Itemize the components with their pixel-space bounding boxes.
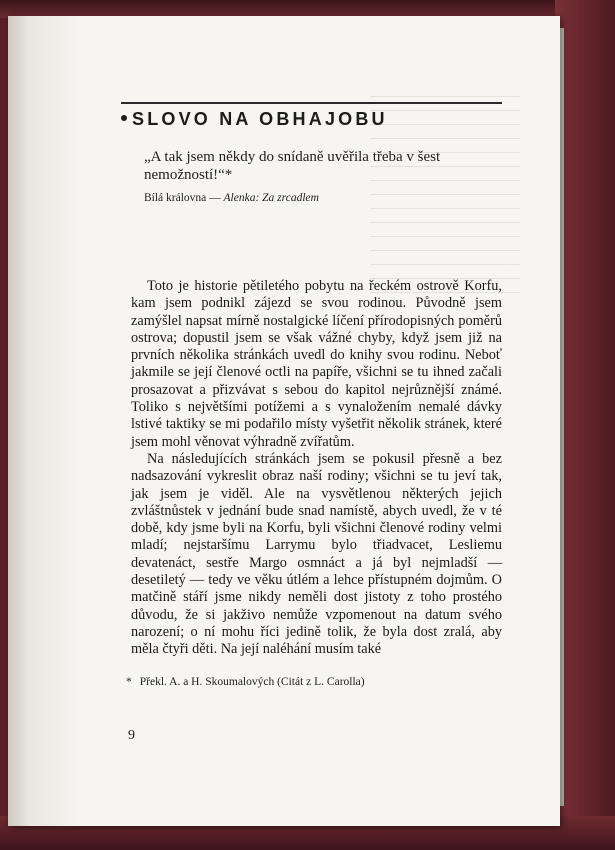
chapter-title-text: SLOVO NA OBHAJOBU bbox=[132, 109, 388, 129]
footnote-text: Překl. A. a H. Skoumalových (Citát z L. Carolla) bbox=[139, 676, 365, 688]
chapter-rule bbox=[121, 102, 502, 104]
bullet-icon bbox=[121, 115, 127, 121]
page-gutter-shadow bbox=[8, 16, 78, 826]
page-number: 9 bbox=[128, 728, 135, 743]
paragraph: Toto je historie pětiletého pobytu na řeckém ostrově Korfu, kam jsem podnikl zájezd se svou rodinou. Původně jsem zamýšlel napsat mírně nostalgické líčení přírodopisných poměrů ostrova; dopustil jsem se však vážné chyby, když jsem již na prvních několika stránkách uvedl do knihy svou rodinu. Neboť jakmile se její členové octli na papíře, všichni se tu ihned začali prosazovat a přizvávat s sebou do kapitol nejrůznější známé. Toliko s největšími potížemi a s vynaložením nemalé dávky lstivé taktiky se mi podařilo místy vyšetřit několik stránek, které jsem mohl věnovat výhradně zvířatům. bbox=[131, 278, 502, 450]
chapter-title bbox=[121, 109, 388, 130]
background-right bbox=[555, 0, 615, 850]
body-text bbox=[131, 278, 502, 659]
epigraph-work: Alenka: Za zrcadlem bbox=[223, 192, 319, 204]
footnote-mark: * bbox=[126, 676, 132, 688]
footnote bbox=[126, 676, 506, 688]
epigraph-dash: — bbox=[206, 192, 224, 204]
book-page bbox=[8, 16, 560, 826]
epigraph-source bbox=[144, 192, 464, 204]
epigraph-author: Bílá královna bbox=[144, 192, 207, 204]
epigraph-quote: „A tak jsem někdy do snídaně uvěřila třeba v šest nemožností!“* bbox=[144, 149, 441, 183]
paragraph: Na následujících stránkách jsem se pokusil přesně a bez nadsazování vykreslit obraz naší rodiny; všichni se tu jeví tak, jak jsem je viděl. Ale na vysvětlenou některých jejich zvláštnůstek v jednání bude snad namístě, abych uvedl, že v té době, kdy jsme byli na Korfu, byli všichni členové rodiny velmi mladí; nejstaršímu Larrymu bylo třiadvacet, Lesliemu devatenáct, sestře Margo osmnáct a já byl nejmladší — desetiletý — tedy ve věku útlém a lehce přístupném dojmům. O matčině stáří jsme nikdy neměli dost jistoty z toho prostého důvodu, že si jakživo nemůže vzpomenout na datum svého narození; o ní mohu říci jedině tolik, že byla dost zralá, aby měla čtyři děti. Na její naléhání musím také bbox=[131, 450, 502, 658]
